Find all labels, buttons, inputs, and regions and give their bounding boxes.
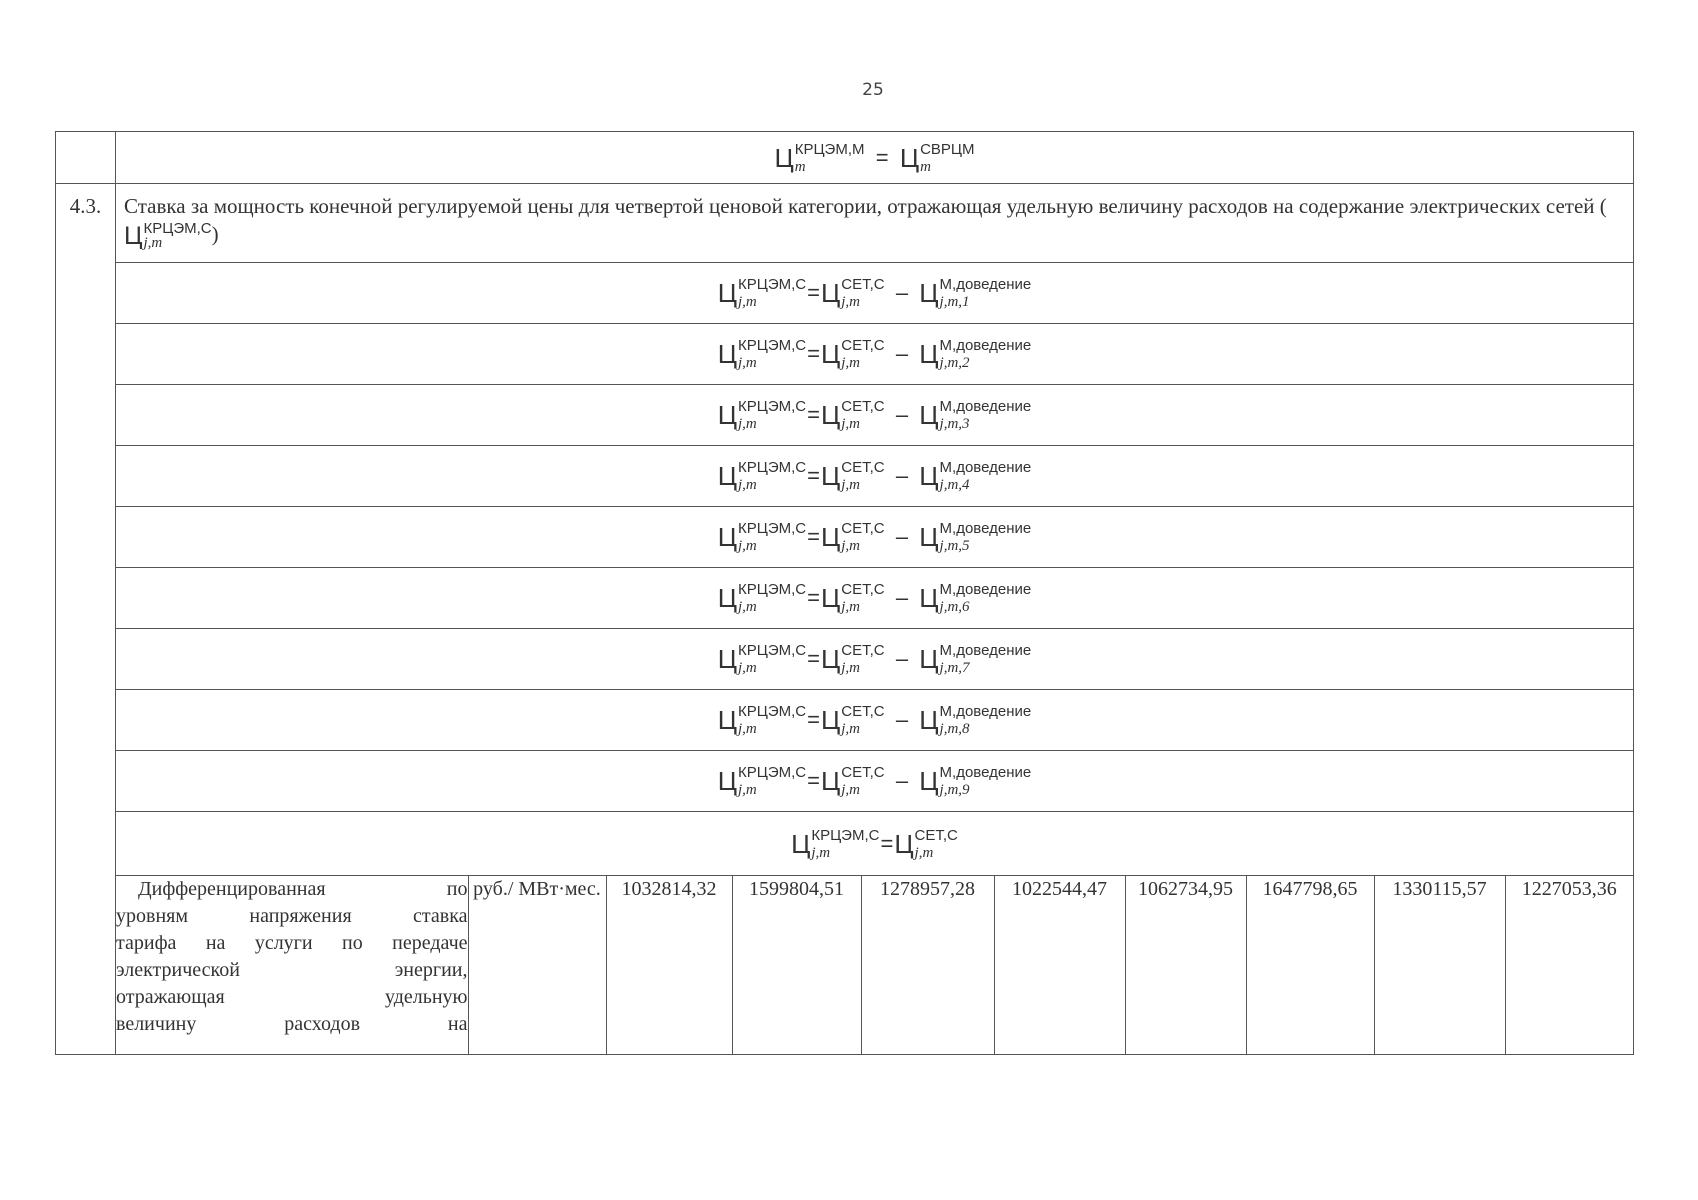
formula-superscript: КРЦЭМ,С <box>738 764 807 781</box>
formula-operator: – <box>895 280 909 305</box>
formula-symbol: Ц <box>717 766 738 796</box>
formula-superscript: КРЦЭМ,С <box>738 398 807 415</box>
formula <box>718 703 1031 737</box>
formula-symbol: Ц <box>919 339 939 369</box>
formula-row <box>56 690 1634 751</box>
value-cell: 1278957,28 <box>861 876 994 1054</box>
formula-row <box>56 507 1634 568</box>
formula-operator: = <box>807 646 820 671</box>
formula-subscript: j,m <box>841 782 860 798</box>
formula-row <box>56 324 1634 385</box>
final-formula <box>791 827 958 861</box>
formula-symbol: Ц <box>919 705 939 735</box>
formula-operator: = <box>807 402 820 427</box>
formula-subscript: m <box>920 158 931 175</box>
formula-symbol: Ц <box>717 583 738 613</box>
formula-subscript: j,m,9 <box>939 782 970 798</box>
formula-cell <box>116 324 1634 385</box>
header-formula-cell <box>116 132 1634 184</box>
formula-superscript: СЕТ,С <box>841 764 885 781</box>
formula-superscript: М,доведение <box>939 276 1032 293</box>
empty-number-cell <box>56 132 116 184</box>
formula-subscript: j,m,5 <box>939 538 970 554</box>
formula-subscript: j,m <box>738 660 757 676</box>
formula-subscript: j,m <box>841 721 860 737</box>
formula <box>718 459 1031 493</box>
formula-operator: – <box>895 402 909 427</box>
formula-symbol: Ц <box>717 278 738 308</box>
formula-subscript: j,m,2 <box>939 355 970 371</box>
rate-description-line: тарифа на услуги по передаче <box>116 932 468 954</box>
formula-superscript: М,доведение <box>939 703 1032 720</box>
formula-superscript: СЕТ,С <box>841 337 885 354</box>
value-cell: 1022544,47 <box>994 876 1125 1054</box>
formula-superscript: СЕТ,С <box>841 520 885 537</box>
formula-row <box>56 629 1634 690</box>
formula-subscript: j,m,7 <box>939 660 970 676</box>
formula-cell <box>116 568 1634 629</box>
formula-operator: – <box>895 463 909 488</box>
formula-symbol: Ц <box>821 400 841 430</box>
formula-symbol: Ц <box>919 461 939 491</box>
formula-symbol: Ц <box>717 461 738 491</box>
formula-superscript: КРЦЭМ,С <box>738 459 807 476</box>
formula-subscript: j,m,6 <box>939 599 970 615</box>
formula-row <box>56 568 1634 629</box>
formula-subscript: j,m <box>811 844 831 861</box>
formula-symbol: Ц <box>919 400 939 430</box>
formula-superscript: СЕТ,С <box>914 826 958 844</box>
final-formula-row <box>56 812 1634 876</box>
formula-subscript: m <box>794 158 806 175</box>
formula-subscript: j,m <box>841 599 860 615</box>
formula-superscript: КРЦЭМ,М <box>794 140 865 158</box>
formula-cell <box>116 690 1634 751</box>
formula-symbol: Ц <box>821 278 841 308</box>
formula-cell <box>116 385 1634 446</box>
formula-subscript: j,m,8 <box>939 721 970 737</box>
rate-description-line: уровням напряжения ставка <box>116 905 468 927</box>
formula-symbol: Ц <box>821 461 841 491</box>
formula-symbol: Ц <box>899 142 920 173</box>
formula-subscript: j,m <box>841 355 860 371</box>
formula-operator: = <box>807 524 820 549</box>
formula-subscript: j,m,3 <box>939 416 970 432</box>
formula-symbol: Ц <box>919 644 939 674</box>
formula-superscript: М,доведение <box>939 459 1032 476</box>
value-cell: 1647798,65 <box>1246 876 1374 1054</box>
formula-superscript: М,доведение <box>939 520 1032 537</box>
header-formula-row <box>56 132 1634 184</box>
section-symbol <box>124 221 212 251</box>
formula-symbol: Ц <box>821 583 841 613</box>
section-description <box>116 184 1634 263</box>
data-row-cell <box>116 876 1634 1055</box>
formula-row <box>56 385 1634 446</box>
section-row <box>56 184 1634 263</box>
formula-superscript: М,доведение <box>939 398 1032 415</box>
unit-cell: руб./ МВт·мес. <box>468 876 606 1054</box>
formula-superscript: М,доведение <box>939 642 1032 659</box>
formula-operator: = <box>807 707 820 732</box>
header-formula <box>774 141 974 175</box>
formula-operator: = <box>875 144 889 170</box>
formula-operator: = <box>807 280 820 305</box>
data-row-container <box>56 876 1634 1055</box>
formula-superscript: КРЦЭМ,С <box>738 703 807 720</box>
formula-subscript: j,m <box>841 660 860 676</box>
formula-superscript: КРЦЭМ,С <box>811 826 880 844</box>
formula-symbol: Ц <box>717 339 738 369</box>
rate-description <box>116 876 468 1054</box>
formula-symbol: Ц <box>717 400 738 430</box>
formula-symbol: Ц <box>717 644 738 674</box>
section-text: Ставка за мощность конечной регулируемой цены для четвертой ценовой категории, отражающая удельную величину расходов на содержание электрических сетей ( <box>124 194 1607 218</box>
formula-symbol: Ц <box>791 828 811 859</box>
formula-symbol: Ц <box>717 705 738 735</box>
formula-superscript: М,доведение <box>939 581 1032 598</box>
formula-superscript: СЕТ,С <box>841 581 885 598</box>
section-close-paren: ) <box>211 222 219 246</box>
page-number: 25 <box>862 80 884 100</box>
formula-superscript: КРЦЭМ,С <box>738 642 807 659</box>
formula-subscript: j,m <box>738 538 757 554</box>
formula-symbol: Ц <box>774 142 794 173</box>
formula-subscript: j,m <box>143 235 163 252</box>
formula-symbol: Ц <box>821 766 841 796</box>
formula-superscript: М,доведение <box>939 337 1032 354</box>
formula-superscript: СЕТ,С <box>841 276 885 293</box>
formula-superscript: КРЦЭМ,С <box>738 337 807 354</box>
formula-subscript: j,m <box>738 294 757 310</box>
formula-operator: – <box>895 768 909 793</box>
formula-operator: – <box>895 646 909 671</box>
formula-superscript: СЕТ,С <box>841 459 885 476</box>
rate-values-table <box>116 876 1633 1054</box>
formula-symbol: Ц <box>919 583 939 613</box>
formula-operator: = <box>807 341 820 366</box>
formula-subscript: j,m,4 <box>939 477 970 493</box>
formula-subscript: j,m <box>738 782 757 798</box>
formula-symbol: Ц <box>919 766 939 796</box>
table-row <box>116 876 1633 1054</box>
formula-symbol: Ц <box>919 522 939 552</box>
value-cell: 1062734,95 <box>1125 876 1246 1054</box>
formula-superscript: СЕТ,С <box>841 703 885 720</box>
formula-cell <box>116 629 1634 690</box>
rate-description-line: Дифференцированная по <box>138 878 468 900</box>
formula-subscript: j,m <box>841 538 860 554</box>
formula-operator: – <box>895 707 909 732</box>
value-cell: 1032814,32 <box>606 876 732 1054</box>
formula-symbol: Ц <box>124 221 143 250</box>
tariff-table <box>55 131 1634 1055</box>
formula-subscript: j,m <box>841 294 860 310</box>
formula-superscript: СВРЦМ <box>920 140 975 158</box>
rate-description-line: отражающая удельную <box>116 986 468 1008</box>
formula <box>718 276 1031 310</box>
value-cell: 1330115,57 <box>1374 876 1505 1054</box>
formula-subscript: j,m <box>738 477 757 493</box>
formula-superscript: СЕТ,С <box>841 642 885 659</box>
formula-cell <box>116 446 1634 507</box>
formula-superscript: КРЦЭМ,С <box>738 520 807 537</box>
formula-subscript: j,m <box>914 844 934 861</box>
formula-superscript: М,доведение <box>939 764 1032 781</box>
formula-symbol: Ц <box>717 522 738 552</box>
formula-operator: – <box>895 341 909 366</box>
value-cell: 1227053,36 <box>1505 876 1633 1054</box>
formula-symbol: Ц <box>821 339 841 369</box>
formula-cell <box>116 751 1634 812</box>
formula <box>718 520 1031 554</box>
formula-operator: = <box>807 768 820 793</box>
formula <box>718 398 1031 432</box>
formula-operator: = <box>880 830 894 856</box>
formula <box>718 337 1031 371</box>
value-cell: 1599804,51 <box>732 876 861 1054</box>
formula-subscript: j,m,1 <box>939 294 970 310</box>
formula-operator: – <box>895 524 909 549</box>
rate-description-line: электрической энергии, <box>116 959 468 981</box>
formula-superscript: КРЦЭМ,С <box>738 581 807 598</box>
formula-symbol: Ц <box>821 705 841 735</box>
formula-cell <box>116 507 1634 568</box>
formula-symbol: Ц <box>821 644 841 674</box>
formula-subscript: j,m <box>738 416 757 432</box>
formula-row <box>56 751 1634 812</box>
formula-operator: – <box>895 585 909 610</box>
formula-subscript: j,m <box>738 721 757 737</box>
formula-symbol: Ц <box>894 828 914 859</box>
formula-cell <box>116 263 1634 324</box>
formula-subscript: j,m <box>841 477 860 493</box>
formula-cell <box>116 812 1634 876</box>
formula <box>718 642 1031 676</box>
formula-symbol: Ц <box>821 522 841 552</box>
formula <box>718 764 1031 798</box>
formula-superscript: КРЦЭМ,С <box>143 220 212 238</box>
formula-subscript: j,m <box>841 416 860 432</box>
formula-superscript: КРЦЭМ,С <box>738 276 807 293</box>
formula-row <box>56 446 1634 507</box>
rate-description-line: величину расходов на <box>116 1013 468 1035</box>
formula-symbol: Ц <box>919 278 939 308</box>
section-number: 4.3. <box>56 184 116 1055</box>
formula-subscript: j,m <box>738 599 757 615</box>
formula-operator: = <box>807 463 820 488</box>
formula-subscript: j,m <box>738 355 757 371</box>
formula-row <box>56 263 1634 324</box>
formula-superscript: СЕТ,С <box>841 398 885 415</box>
formula-operator: = <box>807 585 820 610</box>
formula <box>718 581 1031 615</box>
